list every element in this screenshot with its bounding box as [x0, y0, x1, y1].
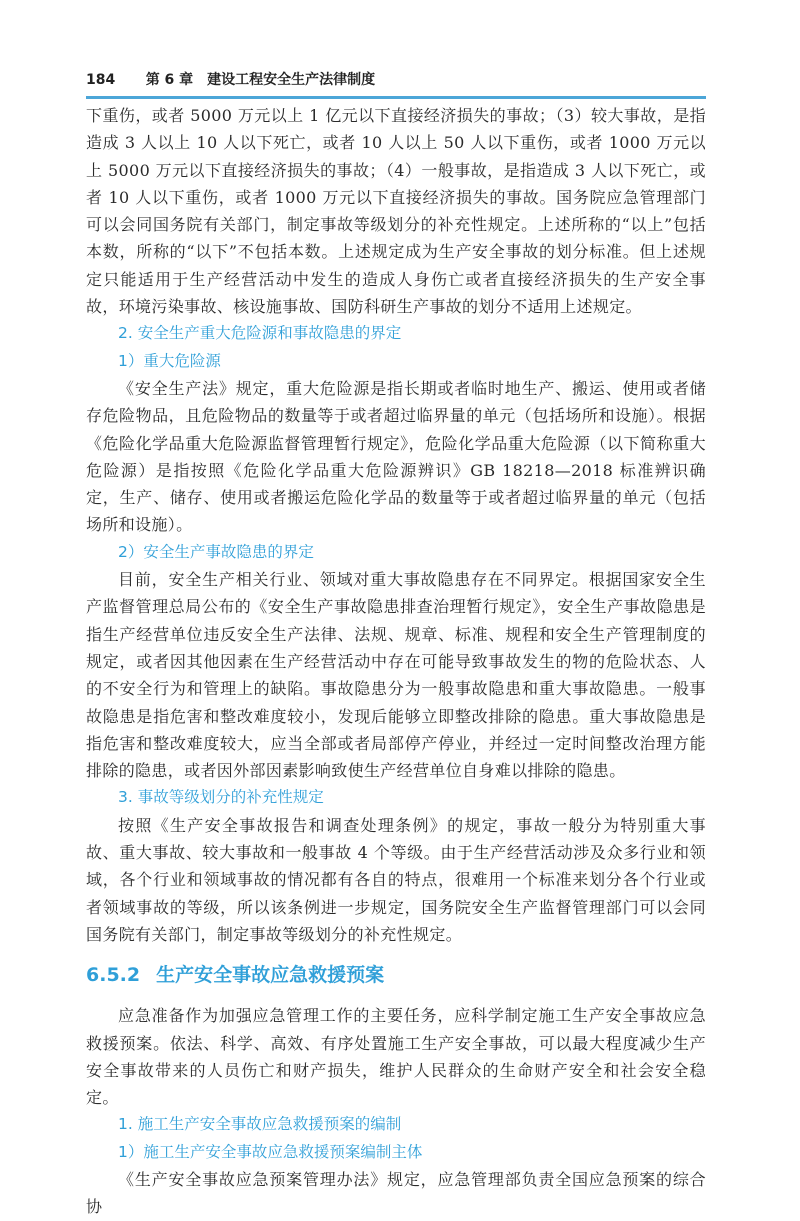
heading-hidden-danger-definition: 2）安全生产事故隐患的界定: [118, 542, 314, 561]
paragraph-major-hazard-source: 《安全生产法》规定，重大危险源是指长期或者临时地生产、搬运、使用或者储存危险物品，且危险物品的数量等于或者超过临界量的单元（包括场所和设施）。根据《危险化学品重大危险源监督管理暂行规定》，危险化学品重大危险源（以下简称重大危险源）是指按照《危险化学品重大危险源辨识》GB 18218—2018 标准辨识确定，生产、储存、使用或者搬运危险化学品的数量等于或者超过临界量的单元（包括场所和设施）。: [86, 378, 706, 535]
paragraph-emergency-preparedness: 应急准备作为加强应急管理工作的主要任务，应科学制定施工生产安全事故应急救援预案。依法、科学、高效、有序处置施工生产安全事故，可以最大程度减少生产安全事故带来的人员伤亡和财产损失，维护人民群众的生命财产安全和社会安全稳定。: [86, 1006, 706, 1108]
section-heading: [86, 960, 706, 990]
heading-plan-preparation-subject: 1）施工生产安全事故应急救援预案编制主体: [118, 1142, 423, 1161]
section-title: 生产安全事故应急救援预案: [156, 964, 385, 987]
page-header: [86, 70, 706, 94]
heading-major-hazard-source: 1）重大危险源: [118, 351, 221, 370]
paragraph-hidden-danger-definition: 目前，安全生产相关行业、领域对重大事故隐患存在不同界定。根据国家安全生产监督管理总局公布的《安全生产事故隐患排查治理暂行规定》，安全生产事故隐患是指生产经营单位违反安全生产法律、法规、规章、标准、规程和安全生产管理制度的规定，或者因其他因素在生产经营活动中存在可能导致事故发生的物的危险状态、人的不安全行为和管理上的缺陷。事故隐患分为一般事故隐患和重大事故隐患。一般事故隐患是指危害和整改难度较小，发现后能够立即整改排除的隐患。重大事故隐患是指危害和整改难度较大，应当全部或者局部停产停业，并经过一定时间整改治理方能排除的隐患，或者因外部因素影响致使生产经营单位自身难以排除的隐患。: [86, 570, 706, 781]
page-number: 184: [86, 72, 116, 88]
paragraph-accident-levels: 下重伤，或者 5000 万元以上 1 亿元以下直接经济损失的事故；（3）较大事故，是指造成 3 人以上 10 人以下死亡，或者 10 人以上 50 人以下重伤，或者 1000 万元以上 5000 万元以下直接经济损失的事故；（4）一般事故，是指造成 3 人以下死亡，或者 10 人以下重伤，或者 1000 万元以下直接经济损失的事故。国务院应急管理部门可以会同国务院有关部门，制定事故等级划分的补充性规定。上述所称的“以上”包括本数，所称的“以下”不包括本数。上述规定成为生产安全事故的划分标准。但上述规定只能适用于生产经营活动中发生的造成人身伤亡或者直接经济损失的生产安全事故，环境污染事故、核设施事故、国防科研生产事故的划分不适用上述规定。: [86, 106, 706, 317]
page-body: [86, 102, 706, 1221]
header-divider: [86, 96, 706, 99]
chapter-title: 第 6 章 建设工程安全生产法律制度: [145, 72, 376, 88]
heading-hazard-and-hidden-danger: 2. 安全生产重大危险源和事故隐患的界定: [118, 324, 402, 343]
section-number: 6.5.2: [86, 964, 141, 987]
paragraph-plan-management: 《生产安全事故应急预案管理办法》规定，应急管理部负责全国应急预案的综合协: [86, 1169, 706, 1217]
heading-plan-preparation: 1. 施工生产安全事故应急救援预案的编制: [118, 1115, 402, 1134]
paragraph-supplementary-provisions: 按照《生产安全事故报告和调查处理条例》的规定，事故一般分为特别重大事故、重大事故、较大事故和一般事故 4 个等级。由于生产经营活动涉及众多行业和领域，各个行业和领域事故的情况都有各自的特点，很难用一个标准来划分各个行业或者领域事故的等级，所以该条例进一步规定，国务院安全生产监督管理部门可以会同国务院有关部门，制定事故等级划分的补充性规定。: [86, 815, 706, 944]
heading-supplementary-provisions: 3. 事故等级划分的补充性规定: [118, 788, 324, 807]
